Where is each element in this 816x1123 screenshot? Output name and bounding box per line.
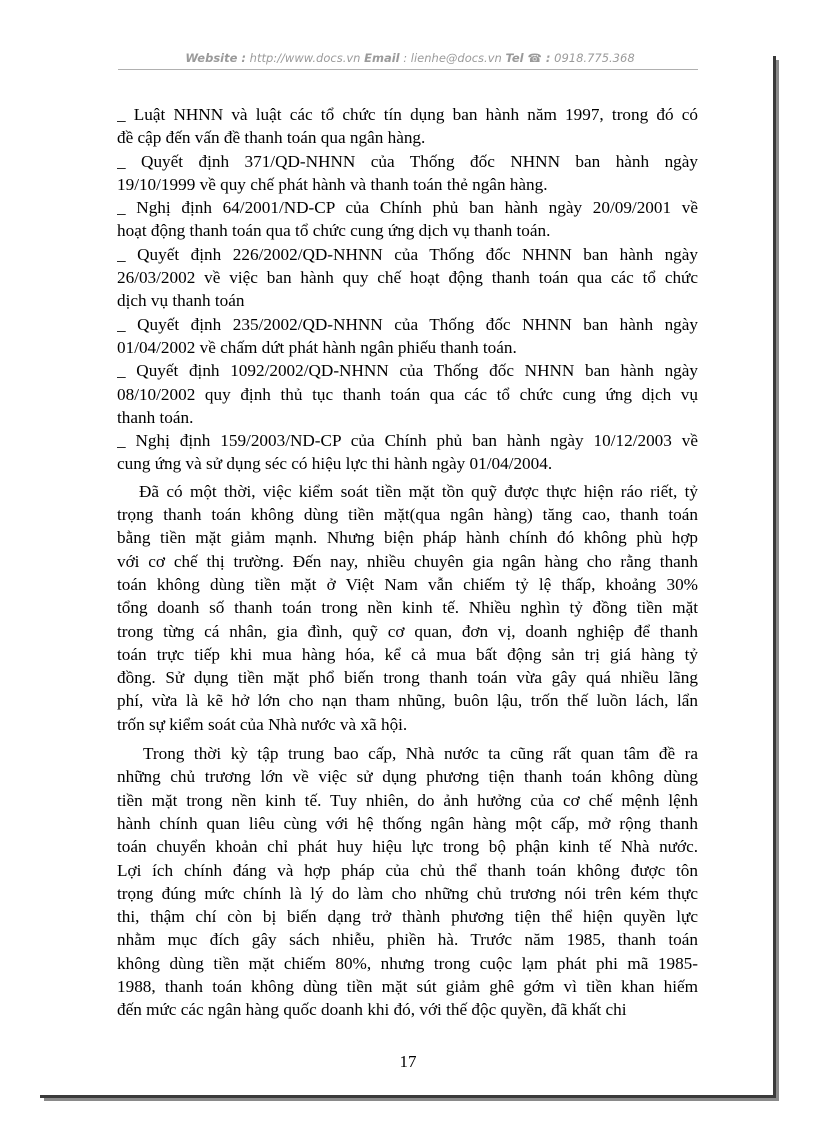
text-line: _ Nghị định 64/2001/ND-CP của Chính phủ ban hành ngày 20/09/2001 về: [117, 198, 698, 218]
text-line: 26/03/2002 về việc ban hành quy chế hoạt động thanh toán qua các tổ chức: [117, 268, 698, 288]
website-value: http://www.docs.vn: [246, 51, 365, 65]
text-line: dịch vụ thanh toán: [117, 291, 245, 311]
text-line: với cơ chế thị trường. Đến nay, nhiều chuyên gia ngân hàng cho rằng thanh: [117, 551, 698, 571]
list-item: [117, 150, 698, 197]
text-line: Trong thời kỳ tập trung bao cấp, Nhà nước ta cũng rất quan tâm đề ra: [143, 744, 698, 764]
text-line: toán trực tiếp khi mua hàng hóa, kể cả mua bất động sản trị giá hàng tỷ: [117, 644, 698, 664]
text-line: trốn sự kiểm soát của Nhà nước và xã hội.: [117, 714, 408, 734]
text-line: trọng đúng mức chính là lý do làm cho những chủ trương nói trên kém thực: [117, 883, 698, 903]
text-line: thanh toán.: [117, 407, 194, 427]
email-value: : lienhe@docs.vn: [399, 51, 506, 65]
text-line: Đã có một thời, việc kiểm soát tiền mặt tồn quỹ được thực hiện ráo riết, tỷ: [139, 481, 698, 501]
text-line: bằng tiền mặt giảm mạnh. Nhưng biện pháp hành chính đó không phù hợp: [117, 528, 698, 548]
text-line: tiền mặt trong nền kinh tế. Tuy nhiên, do ảnh hưởng của cơ chế mệnh lệnh: [117, 790, 698, 810]
list-item: [117, 359, 698, 429]
text-line: 01/04/2002 về chấm dứt phát hành ngân phiếu thanh toán.: [117, 337, 517, 357]
text-line: _ Luật NHNN và luật các tổ chức tín dụng ban hành năm 1997, trong đó có: [117, 105, 698, 124]
tel-label: Tel ☎ :: [505, 51, 551, 65]
text-line: _ Quyết định 371/QD-NHNN của Thống đốc NHNN ban hành ngày: [117, 151, 698, 171]
text-line: Lợi ích chính đáng và hợp pháp của chủ thể thanh toán không được tôn: [117, 860, 698, 880]
list-item: [117, 429, 698, 476]
text-line: thi, thậm chí còn bị biến dạng trở thành phương tiện thể hiện quyền lực: [117, 907, 698, 927]
text-line: toán chuyển khoản chỉ phát huy hiệu lực trong bộ phận kinh tế Nhà nước.: [117, 837, 698, 857]
page-border-right: [773, 56, 776, 1098]
text-line: đồng. Sử dụng tiền mặt phổ biến trong thanh toán vừa gây quá nhiều lãng: [117, 668, 698, 688]
paragraph-subsidy-era: [117, 742, 698, 1022]
regulation-list: [117, 103, 698, 476]
list-item: [117, 103, 698, 150]
text-line: những chủ trương lớn về việc sử dụng phương tiện thanh toán không dùng: [117, 767, 698, 787]
document-body: [117, 103, 698, 1022]
paragraph-cash-control: [117, 480, 698, 736]
list-item: [117, 196, 698, 243]
tel-value: 0918.775.368: [550, 51, 635, 65]
text-line: _ Quyết định 235/2002/QD-NHNN của Thống đốc NHNN ban hành ngày: [117, 314, 698, 334]
text-line: trọng thanh toán không dùng tiền mặt(qua ngân hàng) tăng cao, thanh toán: [117, 505, 698, 525]
page-number: 17: [399, 1052, 417, 1071]
list-item: [117, 313, 698, 360]
page-border-bottom: [40, 1095, 776, 1098]
header-divider: [118, 69, 698, 70]
page-border-right-shadow: [776, 60, 779, 1100]
text-line: hoạt động thanh toán qua tổ chức cung ứng dịch vụ thanh toán.: [117, 221, 551, 241]
text-line: hành chính quan liêu cùng với hệ thống ngân hàng một cấp, mở rộng thanh: [117, 813, 698, 833]
website-label: Website :: [185, 51, 247, 65]
text-line: toán không dùng tiền mặt ở Việt Nam vẫn chiếm tỷ lệ thấp, khoảng 30%: [117, 574, 698, 594]
text-line: _ Quyết định 226/2002/QD-NHNN của Thống đốc NHNN ban hành ngày: [117, 244, 698, 264]
text-line: 19/10/1999 về quy chế phát hành và thanh toán thẻ ngân hàng.: [117, 174, 548, 194]
text-line: _ Nghị định 159/2003/ND-CP của Chính phủ ban hành ngày 10/12/2003 về: [117, 431, 698, 451]
list-item: [117, 243, 698, 313]
text-line: đề cập đến vấn đề thanh toán qua ngân hàng.: [117, 128, 426, 148]
text-line: phí, vừa là kẽ hở lớn cho nạn tham nhũng, buôn lậu, trốn thế luồn lách, lẩn: [117, 691, 698, 711]
text-line: 08/10/2002 quy định thủ tục thanh toán qua các tổ chức cung ứng dịch vụ: [117, 384, 698, 404]
text-line: trong từng cá nhân, gia đình, quỹ cơ quan, đơn vị, doanh nghiệp để thanh: [117, 621, 698, 641]
text-line: cung ứng và sử dụng séc có hiệu lực thi hành ngày 01/04/2004.: [117, 454, 553, 474]
text-line: _ Quyết định 1092/2002/QD-NHNN của Thống đốc NHNN ban hành ngày: [117, 361, 698, 381]
email-label: Email: [364, 51, 400, 65]
text-line: đến mức các ngân hàng quốc doanh khi đó, với thế độc quyền, đã khất chi: [117, 1000, 627, 1020]
text-line: 1988, thanh toán không dùng tiền mặt sút giảm ghê gớm vì tiền khan hiếm: [117, 976, 698, 996]
text-line: nhằm mục đích gây sách nhiễu, phiền hà. Trước năm 1985, thanh toán: [117, 930, 698, 950]
page-border-bottom-shadow: [44, 1098, 779, 1101]
text-line: tổng doanh số thanh toán trong nền kinh tế. Nhiều nghìn tỷ đồng tiền mặt: [117, 598, 698, 618]
page-header: [120, 51, 700, 65]
text-line: không dùng tiền mặt chiếm 80%, nhưng trong cuộc lạm phát phi mã 1985-: [117, 953, 698, 973]
